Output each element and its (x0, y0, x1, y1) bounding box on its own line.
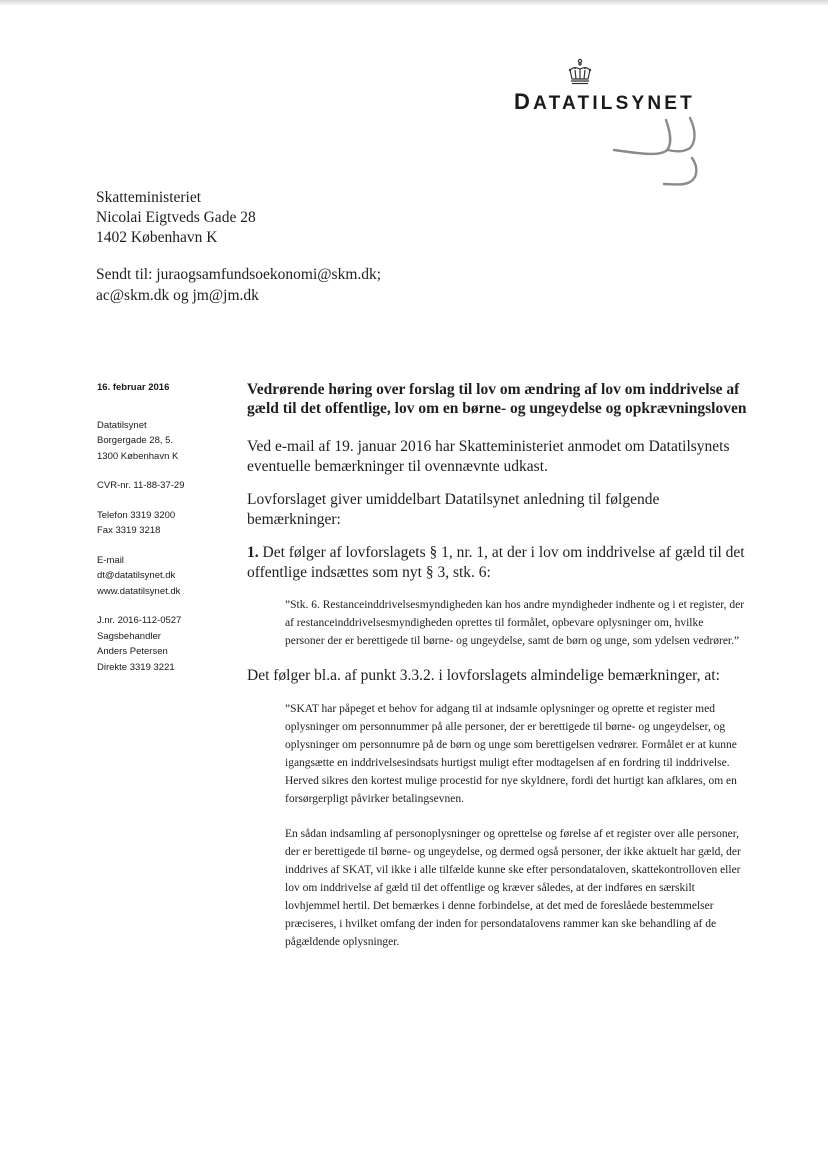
journal-number: J.nr. 2016-112-0527 (97, 615, 182, 626)
quote-2-paragraph-1: ”SKAT har påpeget et behov for adgang til at indsamle oplysninger og oprette et register med oplysninger om personnummer på alle personer, der er berettigede til børne- og ungeydelser, og oplysninger om personnumre på de børn og unge som berettigelsen vedrører. Formålet er at kunne igangsætte en inddrivelsesindsats hurtigst muligt efter modtagelsen af en fordring til inddrivelse. Herved sikres den kortest mulige procestid for nye skyldnere, fordi det hurtigt kan afklares, om en forsørgerpligt påvirker betalingsevnen. (285, 702, 737, 805)
email-address: dt@datatilsynet.dk (97, 570, 176, 581)
phone-block (97, 508, 232, 539)
paragraph-point-1 (247, 543, 747, 582)
recipient-address (96, 188, 456, 248)
letter-body (247, 380, 747, 967)
direct-phone: Direkte 3319 3221 (97, 661, 175, 673)
quote-1-text: ”Stk. 6. Restanceinddrivelsesmyndigheden kan hos andre myndigheder indhente og i et register, der af restanceinddrivelsesmyndigheden oprettes til formålet, opbevare oplysninger om, hvilke personer der er berettigede til børne- og ungeydelse, samt de børn og unge, som ydelsen vedrører.” (285, 599, 745, 647)
fax-number: Fax 3319 3218 (97, 525, 161, 536)
contact-block (97, 553, 232, 600)
organization-logo-text: DATATILSYNET (514, 89, 695, 114)
email-label: E-mail (97, 554, 124, 566)
quote-2-paragraph-2: En sådan indsamling af personoplysninger og oprettelse og førelse af et register over alle personer, der er berettigede til børne- og ungeydelse, og dermed også personer, der ikke aktuelt har gæld, der inddrives af SKAT, vil ikke i alle tilfælde kunne ske efter persondataloven, skattekontrolloven eller lov om inddrivelse af gæld til det offentlige og kræver således, at der indføres en særskilt lovhjemmel hertil. Det bemærkes i denne forbindelse, at det med de foreslåede bestemmelser præciseres, i hvilket omfang der inden for persondatalovens rammer kan ske behandling af de pågældende oplysninger. (285, 827, 741, 948)
recipient-city: 1402 København K (96, 229, 218, 246)
quote-general-remarks (285, 700, 745, 951)
sender-city: 1300 København K (97, 450, 179, 462)
recipient-name: Skatteministeriet (96, 189, 202, 206)
handwritten-mark (608, 114, 704, 196)
letter-date: 16. februar 2016 (97, 382, 170, 393)
sender-street: Borgergade 28, 5. (97, 435, 174, 446)
sender-sidebar (97, 380, 232, 689)
sent-to-line-2: ac@skm.dk og jm@jm.dk (96, 287, 259, 304)
letter-subject: Vedrørende høring over forslag til lov om ændring af lov om inddrivelse af gæld til det offentlige, lov om en børne- og ungeydelse og opkrævningsloven (247, 381, 747, 417)
sent-to-line-1: Sendt til: juraogsamfundsoekonomi@skm.dk; (96, 266, 382, 283)
recipient-street: Nicolai Eigtveds Gade 28 (96, 209, 256, 226)
case-block (97, 613, 232, 675)
quote-law-text (285, 596, 745, 650)
cvr-number: CVR-nr. 11-88-37-29 (97, 480, 185, 491)
paragraph-general-remarks: Det følger bl.a. af punkt 3.3.2. i lovforslagets almindelige bemærkninger, at: (247, 667, 720, 684)
crown-icon (566, 58, 594, 86)
case-officer-name: Anders Petersen (97, 646, 168, 657)
paragraph-remarks: Lovforslaget giver umiddelbart Datatilsynet anledning til følgende bemærkninger: (247, 491, 660, 528)
phone-number: Telefon 3319 3200 (97, 509, 176, 521)
website: www.datatilsynet.dk (97, 585, 181, 597)
sender-name: Datatilsynet (97, 419, 147, 431)
point-number: 1. (247, 544, 259, 561)
paragraph-intro: Ved e-mail af 19. januar 2016 har Skatteministeriet anmodet om Datatilsynets eventuelle bemærkninger til ovennævnte udkast. (247, 438, 730, 475)
sent-to (96, 264, 476, 306)
case-officer-label: Sagsbehandler (97, 630, 161, 642)
point-1-text: Det følger af lovforslagets § 1, nr. 1, at der i lov om inddrivelse af gæld til det offentlige indsættes som nyt § 3, stk. 6: (247, 544, 745, 581)
sender-address (97, 418, 232, 465)
page-top-edge (0, 0, 828, 5)
